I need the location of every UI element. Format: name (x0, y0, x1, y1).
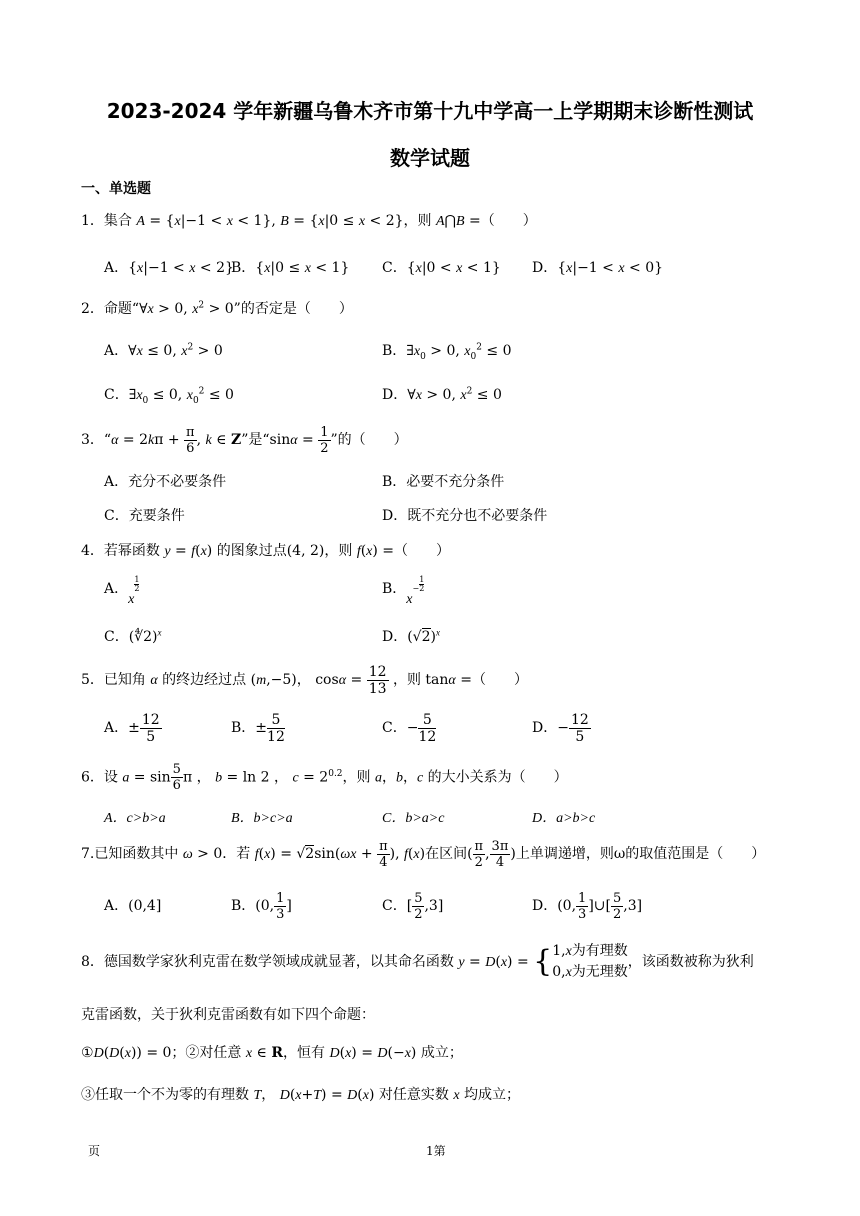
question-3-option-d: D．既不充分也不必要条件 (382, 508, 548, 524)
question-6-option-c: C．b>a>c (382, 811, 445, 826)
question-3-option-a: A．充分不必要条件 (104, 474, 227, 490)
question-7-option-b: B．(0, $\frac{1}{3}$ ] (231, 890, 292, 922)
question-7-stem: 7.已知函数其中 ω > 0．若 f(x) = √2sin(ωx + $\frac{\pi}{4}$ ), f(x)在区间( $\frac{\pi}{2}$ , $\frac{3\pi}{4}$ )上单调递增，则ω的取值范围是（ ） (81, 838, 766, 870)
footer-left: 页 (88, 1144, 101, 1158)
question-7-option-a: A．(0,4] (104, 898, 162, 914)
question-1-option-c: C．{x|0 < x < 1} (382, 260, 501, 276)
page-title: 2023-2024 学年新疆乌鲁木齐市第十九中学高一上学期期末诊断性测试 (106, 99, 754, 123)
question-7-option-d: D．(0, $\frac{1}{3}$ ]∪[ $\frac{5}{2}$ ,3] (532, 890, 643, 922)
question-7-option-c: C．[ $\frac{5}{2}$ ,3] (382, 890, 444, 922)
question-3-option-b: B．必要不充分条件 (382, 474, 505, 490)
question-6-stem: 6．设 a = sin $\frac{5}{6}$ π ， b = ln 2 ， $c = 2^{0.2}$，则 a，b，c 的大小关系为（ ） (81, 762, 568, 794)
question-4-stem: 4．若幂函数 y = f(x) 的图象过点(4, 2)，则 f(x) =（ ） (81, 543, 451, 559)
page-subtitle: 数学试题 (390, 146, 470, 170)
section-heading: 一、单选题 (81, 181, 151, 197)
question-6-option-d: D．a>b>c (532, 811, 596, 826)
question-1-option-d: D．{x|−1 < x < 0} (532, 260, 664, 276)
question-6-option-b: B．b>c>a (231, 811, 293, 826)
question-5-stem: 5．已知角 α 的终边经过点 (m,−5)， cosα = $\frac{12}{13}$ ，则 tanα =（ ） (81, 663, 528, 697)
question-1-option-b: B．{x|0 ≤ x < 1} (231, 260, 350, 276)
question-5-option-b: B．± $\frac{5}{12}$ (231, 711, 285, 745)
question-4-option-c: C．(∜2)$^x$ (104, 627, 162, 645)
question-2-stem: 2．命题“∀x > 0, $x^2 > 0$”的否定是（ ） (81, 300, 353, 317)
footer-page-number: 1第 (426, 1144, 446, 1158)
question-3-option-c: C．充要条件 (104, 508, 185, 524)
question-5-option-c: C．− $\frac{5}{12}$ (382, 711, 437, 745)
question-2-option-d: D．∀x > 0, $x^2 \le 0$ (382, 386, 502, 403)
question-8-stem: 8．德国数学家狄利克雷在数学领域成就显著，以其命名函数 y = D(x) = { 1,x为有理数 0,x为无理数 ，该函数被称为狄利 (81, 943, 754, 980)
question-8-stem-continued: 克雷函数，关于狄利克雷函数有如下四个命题： (81, 1007, 375, 1023)
question-2-option-a: A．∀x ≤ 0, $x^2 > 0$ (104, 342, 223, 359)
question-2-option-c: C．$\exists x_0 \le 0$, $x_0^2 \le 0$ (104, 386, 234, 406)
question-4-option-a: A．x $\frac{1}{2}$ (104, 575, 140, 607)
question-5-option-a: A．± $\frac{12}{5}$ (104, 711, 160, 745)
question-3-stem: 3．“α = 2kπ + $\frac{\pi}{6}$ , k ∈ Z”是“sinα = $\frac{1}{2}$ ”的（ ） (81, 424, 408, 456)
question-5-option-d: D．− $\frac{12}{5}$ (532, 711, 589, 745)
question-1-option-a: A．{x|−1 < x < 2} (104, 260, 234, 276)
question-6-option-a: A．c>b>a (104, 811, 166, 826)
question-8-line-1: ①D(D(x)) = 0；②对任意 x ∈ R，恒有 D(x) = D(−x) 成立； (81, 1045, 463, 1061)
question-1-stem: 1．集合 A = {x|−1 < x < 1}, B = {x|0 ≤ x < 2}，则 A⋂B =（ ） (81, 213, 537, 229)
question-4-option-b: B．x− $\frac{1}{2}$ (382, 575, 425, 607)
question-4-option-d: D．$(√2)^x$ (382, 627, 440, 645)
question-2-option-b: B．$\exists x_0 > 0$, $x_0^2 \le 0$ (382, 342, 512, 362)
question-8-line-2: ③任取一个不为零的有理数 T， D(x+T) = D(x) 对任意实数 x 均成立； (81, 1087, 520, 1103)
